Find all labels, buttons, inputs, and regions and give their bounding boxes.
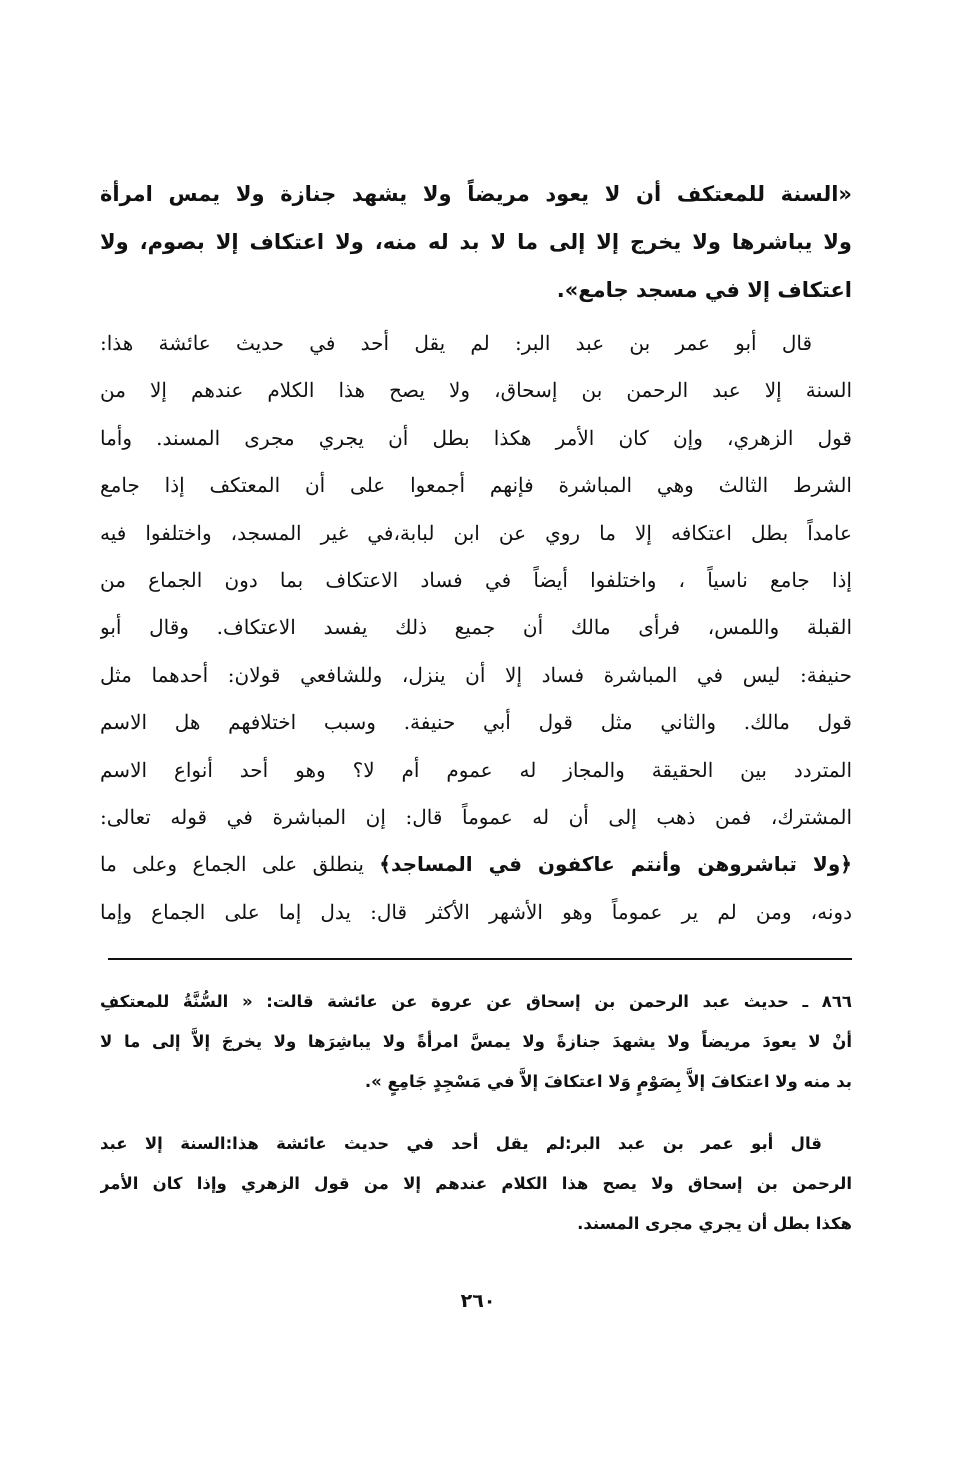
- footnote-divider: [108, 958, 852, 960]
- body-line-with-verse: [100, 841, 852, 888]
- body-line: القبلة واللمس، فرأى مالك أن جميع ذلك يفسد الاعتكاف. وقال أبو: [100, 615, 852, 640]
- footnote-line: قال أبو عمر بن عبد البر:لم يقل أحد في حديث عائشة هذا:السنة إلا عبد: [100, 1134, 822, 1153]
- body-line-rest: ينطلق على الجماع وعلى ما: [100, 852, 380, 877]
- hadith-quote: [100, 170, 852, 314]
- footnote-line: ٨٦٦ ـ حديث عبد الرحمن بن إسحاق عن عروة عن عائشة قالت: « السُّنَّةُ للمعتكفِ: [100, 992, 852, 1011]
- body-line: السنة إلا عبد الرحمن بن إسحاق، ولا يصح هذا الكلام عندهم إلا من: [100, 378, 852, 403]
- commentary-body: [100, 320, 852, 936]
- hadith-line: ولا يباشرها ولا يخرج إلا إلى ما لا بد له منه، ولا اعتكاف إلا بصوم، ولا: [100, 230, 852, 254]
- body-line: الشرط الثالث وهي المباشرة فإنهم أجمعوا على أن المعتكف إذا جامع: [100, 473, 852, 498]
- footnote-line: بد منه ولا اعتكافَ إلاَّ بِصَوْمٍ وَلا اعتكافَ إلاَّ في مَسْجِدٍ جَامِعٍ ».: [364, 1072, 852, 1091]
- hadith-line: «السنة للمعتكف أن لا يعود مريضاً ولا يشهد جنازة ولا يمس امرأة: [100, 182, 852, 206]
- footnote-line: أنْ لا يعودَ مريضاً ولا يشهدَ جنازةً ولا يمسَّ امرأةً ولا يباشِرَها ولا يخرجَ إلاَّ إلى ما لا: [100, 1032, 852, 1051]
- body-line: المتردد بين الحقيقة والمجاز له عموم أم لا؟ وهو أحد أنواع الاسم: [100, 757, 852, 782]
- footnote-line: الرحمن بن إسحاق ولا يصح هذا الكلام عندهم إلا من قول الزهري وإذا كان الأمر: [100, 1174, 852, 1193]
- quran-verse: ﴿ولا تباشروهن وأنتم عاكفون في المساجد﴾: [379, 852, 852, 877]
- body-line: قول مالك. والثاني مثل قول أبي حنيفة. وسبب اختلافهم هل الاسم: [100, 710, 852, 735]
- hadith-line: اعتكاف إلا في مسجد جامع».: [556, 278, 852, 302]
- body-line: إذا جامع ناسياً ، واختلفوا أيضاً في فساد الاعتكاف بما دون الجماع من: [100, 567, 852, 592]
- body-line: المشترك، فمن ذهب إلى أن له عموماً قال: إن المباشرة في قوله تعالى:: [100, 804, 852, 829]
- body-line: دونه، ومن لم ير عموماً وهو الأشهر الأكثر قال: يدل إما على الجماع وإما: [100, 899, 852, 924]
- footnote-line: هكذا بطل أن يجري مجرى المسند.: [577, 1214, 852, 1233]
- footnote-commentary: [100, 1124, 852, 1244]
- body-line: حنيفة: ليس في المباشرة فساد إلا أن ينزل، وللشافعي قولان: أحدهما مثل: [100, 662, 852, 687]
- body-line: عامداً بطل اعتكافه إلا ما روي عن ابن لبابة،في غير المسجد، واختلفوا فيه: [100, 520, 852, 545]
- page-number: ٢٦٠: [460, 1290, 496, 1312]
- footnote-hadith: [100, 982, 852, 1102]
- body-line: قول الزهري، وإن كان الأمر هكذا بطل أن يجري مجرى المسند. وأما: [100, 425, 852, 450]
- body-line: قال أبو عمر بن عبد البر: لم يقل أحد في حديث عائشة هذا:: [100, 331, 812, 355]
